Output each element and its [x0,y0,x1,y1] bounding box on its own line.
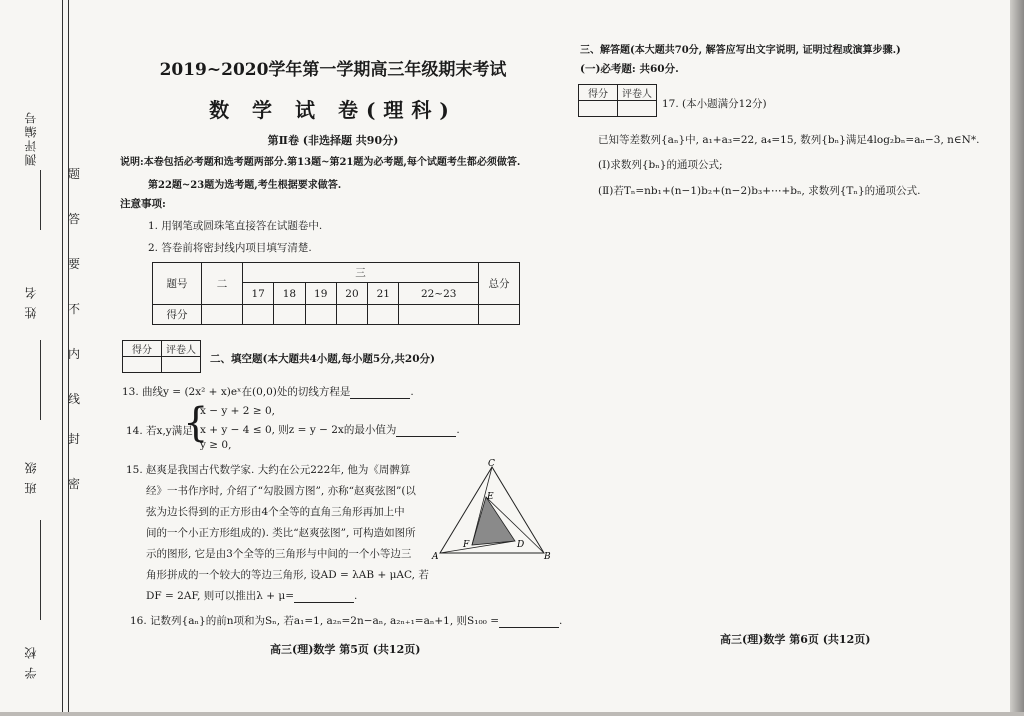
score-table-col: 19 [305,283,336,305]
question-15-line2: 经》一书作序时, 介绍了“勾股圆方图”, 亦称“赵爽弦图”(以 [146,485,416,497]
grader-name-cell[interactable] [162,357,201,373]
question-13-text: 13. 曲线y = (2x² + x)eˣ在(0,0)处的切线方程是 [122,386,351,398]
class-underline [40,520,41,620]
score-table-col: 22~23 [399,283,479,305]
footer-right-page: 高三(理)数学 第6页 (共12页) [720,633,871,646]
section3-heading: 三、解答题(本大题共70分, 解答应写出文字说明, 证明过程或演算步骤.) [580,45,901,56]
seal-char: 答 [68,212,81,226]
vertex-label-c: C [488,459,495,469]
seal-char: 要 [68,257,81,271]
section3-sub: (一)必考题: 共60分. [580,63,679,75]
seal-char: 不 [68,302,81,316]
seal-char: 密 [68,477,81,491]
score-table-col: 17 [243,283,274,305]
class-label: 班 级 [24,460,38,494]
question-15-line1: 15. 赵爽是我国古代数学家. 大约在公元222年, 他为《周髀算 [126,464,411,476]
score-table-col: 18 [274,283,305,305]
question-17-heading: 17. (本小题满分12分) [662,98,767,110]
score-cell[interactable] [274,305,305,325]
answer-blank-16[interactable] [499,617,559,628]
question-14-cond3: y ≥ 0, [200,439,232,451]
score-table [152,262,520,325]
score-cell[interactable] [479,305,520,325]
seal-line-left [62,0,63,712]
id-underline [40,170,41,230]
question-17-body: 已知等差数列{aₙ}中, a₁+a₃=22, a₄=15, 数列{bₙ}满足4log₂bₙ=aₙ−3, n∈N*. [598,134,980,146]
instruction-note1: 说明:本卷包括必考题和选考题两部分.第13题~第21题为必考题,每个试题考生都必须做答. [120,157,521,168]
page-bottom-shadow [0,712,1024,716]
part-heading: 第Ⅱ卷 (非选择题 共90分) [267,134,399,147]
answer-blank-15[interactable] [294,592,354,603]
grader-score-label: 得分 [123,341,162,357]
question-14-prefix: 14. 若x,y满足 [126,425,193,437]
instruction-item2: 2. 答卷前将密封线内项目填写清楚. [148,242,312,254]
score-cell[interactable] [305,305,336,325]
vertex-label-b: B [544,552,551,562]
grader-box-section2 [122,340,201,373]
school-label: 学 校 [24,645,38,679]
exam-title: 2019~2020学年第一学期高三年级期末考试 [159,60,507,80]
score-table-score-row: 得分 [153,305,202,325]
grader-name-label: 评卷人 [162,341,201,357]
question-16: 16. 记数列{aₙ}的前n项和为Sₙ, 若a₁=1, a₂ₙ=2n−aₙ, a₂ₙ₊₁=aₙ+1, 则S₁₀₀ = . [130,615,563,627]
exam-subtitle: 数 学 试 卷(理科) [209,98,457,122]
name-label: 姓 名 [24,285,38,319]
instruction-item1: 1. 用钢笔或圆珠笔直接答在试题卷中. [148,220,323,232]
score-cell[interactable] [336,305,367,325]
instruction-heading: 注意事项: [120,198,166,210]
score-table-col: 20 [336,283,367,305]
question-14-cond2-text: x + y − 4 ≤ 0, 则z = y − 2x的最小值为 [200,424,397,436]
question-17-part-i: (Ⅰ)求数列{bₙ}的通项公式; [598,159,723,171]
grader-score-cell[interactable] [579,101,618,117]
score-table-total: 总分 [479,263,520,305]
score-table-col-three: 三 [243,263,479,283]
grader-name-cell[interactable] [618,101,657,117]
seal-char: 内 [68,347,81,361]
score-cell[interactable] [399,305,479,325]
question-15-line3: 弦为边长得到的正方形由4个全等的直角三角形再加上中 [146,506,405,518]
grader-box-q17 [578,84,657,117]
answer-blank-13[interactable] [350,388,410,399]
question-15-line7: DF = 2AF, 则可以推出λ + μ= . [146,590,358,602]
score-cell[interactable] [202,305,243,325]
seal-char: 封 [68,432,81,446]
question-17-part-ii: (Ⅱ)若Tₙ=nb₁+(n−1)b₂+(n−2)b₃+⋯+bₙ, 求数列{Tₙ}的通项公式. [598,185,921,197]
grader-score-label: 得分 [579,85,618,101]
question-14-cond1: x − y + 2 ≥ 0, [200,405,275,417]
binding-strip [0,0,120,712]
zhao-shuang-triangle-figure [430,455,560,565]
page-edge-shadow [1010,0,1024,716]
vertex-label-f: F [463,540,470,550]
seal-char: 线 [68,392,81,406]
score-cell[interactable] [243,305,274,325]
score-table-row-header: 题号 [153,263,202,305]
question-14-cond2: x + y − 4 ≤ 0, 则z = y − 2x的最小值为 . [200,424,460,436]
question-13: 13. 曲线y = (2x² + x)eˣ在(0,0)处的切线方程是 . [122,386,414,398]
score-table-col-two: 二 [202,263,243,305]
score-table-col: 21 [368,283,399,305]
question-15-line5: 示的图形, 它是由3个全等的三角形与中间的一个小等边三 [146,548,412,560]
instruction-note2: 第22题~23题为选考题,考生根据要求做答. [148,180,342,191]
vertex-label-e: E [487,492,494,502]
question-15-line6: 角形拼成的一个较大的等边三角形, 设AD = λAB + μAC, 若 [146,569,429,581]
grader-score-cell[interactable] [123,357,162,373]
seal-char: 题 [68,167,81,181]
id-label: 测评编号 [24,110,38,166]
grader-name-label: 评卷人 [618,85,657,101]
system-brace: { [183,400,209,446]
score-cell[interactable] [368,305,399,325]
footer-left-page: 高三(理)数学 第5页 (共12页) [270,643,421,656]
vertex-label-a: A [432,552,439,562]
vertex-label-d: D [517,540,525,550]
answer-blank-14[interactable] [396,426,456,437]
question-16-text: 16. 记数列{aₙ}的前n项和为Sₙ, 若a₁=1, a₂ₙ=2n−aₙ, a₂ₙ₊₁=aₙ+1, 则S₁₀₀ = [130,615,499,627]
section2-heading: 二、填空题(本大题共4小题,每小题5分,共20分) [210,353,435,365]
name-underline [40,340,41,420]
question-15-line7-text: DF = 2AF, 则可以推出λ + μ= [146,590,295,602]
question-15-line4: 间的一个小正方形组成的). 类比“赵爽弦图”, 可构造如图所 [146,527,416,539]
